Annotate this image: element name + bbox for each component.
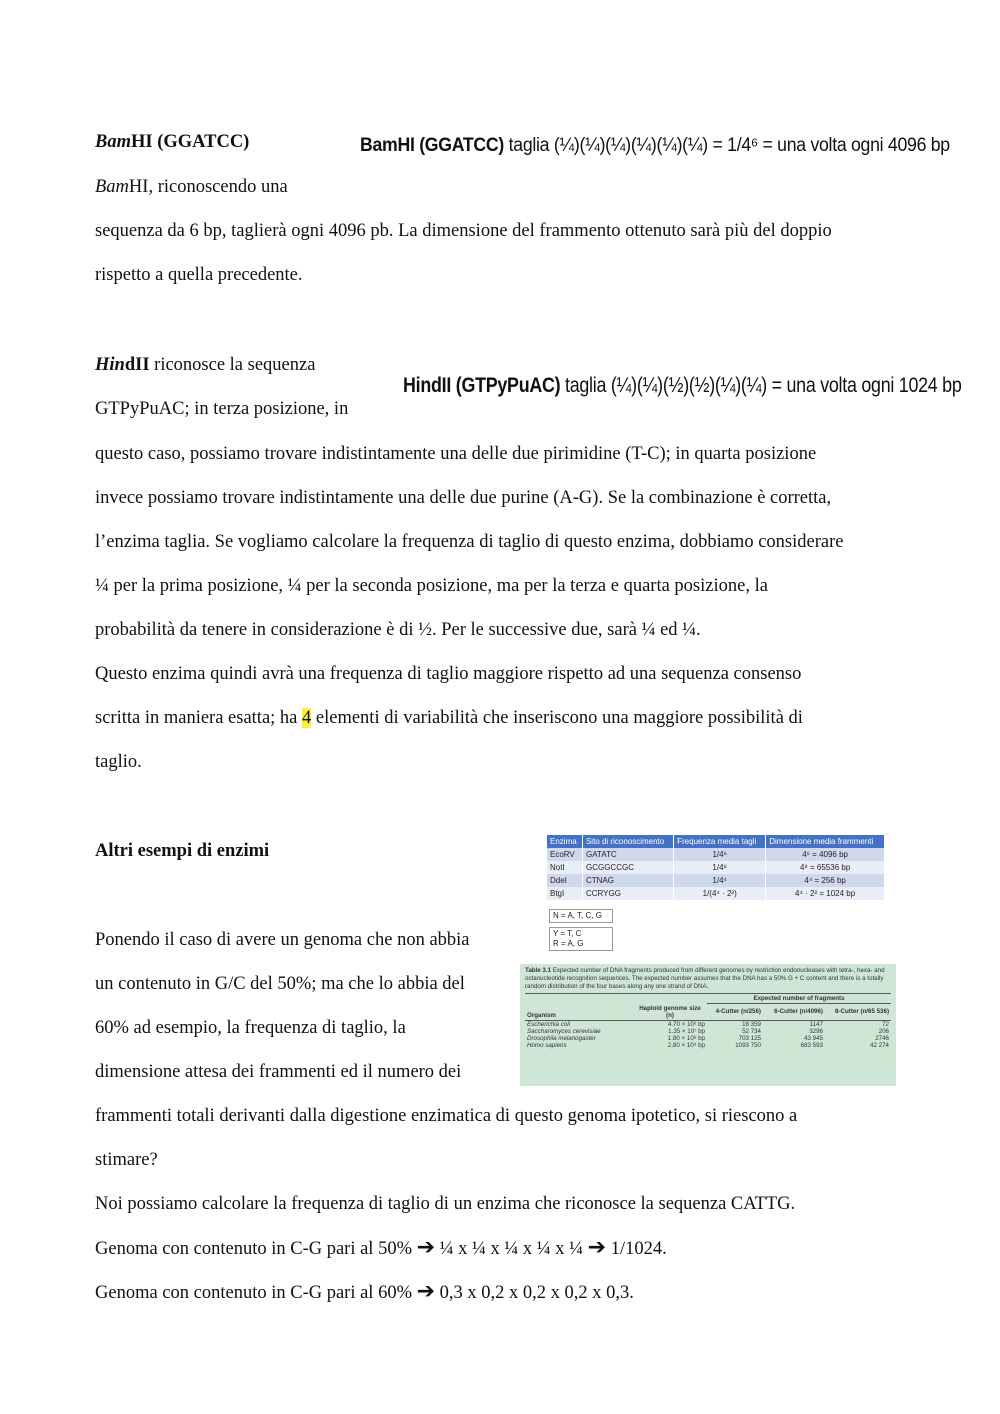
hindii-line-6: ¼ per la prima posizione, ¼ per la seconda posizione, ma per la terza e quarta posizione, la: [95, 576, 768, 596]
hindii-name-italic: Hin: [95, 355, 125, 375]
hindii-line-7: probabilità da tenere in considerazione è di ½. Per le successive due, sarà ¼ ed ¼.: [95, 620, 701, 640]
hindii-line-4: invece possiamo trovare indistintamente una delle due purine (A-G). Se la combinazione è corretta,: [95, 488, 832, 508]
table-row: [525, 1020, 891, 1028]
table-cell: 1.80 × 10⁸ bp: [667, 1034, 705, 1042]
altri-line-1: Ponendo il caso di avere un genoma che non abbia: [95, 930, 470, 950]
hindii-callout-rest: taglia (¼)(¼)(½)(½)(¼)(¼) = una volta ogni 1024 bp: [560, 374, 962, 397]
legend-line: N = A, T, C, G: [553, 911, 602, 920]
bamhi-callout: [360, 135, 950, 157]
nucleotide-legend: [549, 927, 613, 951]
table-cell: 4⁶ = 4096 bp: [766, 848, 885, 861]
table-cell: 206: [878, 1027, 889, 1035]
hindii-line-8: Questo enzima quindi avrà una frequenza di taglio maggiore rispetto ad una sequenza consenso: [95, 664, 802, 684]
table-cell: NotI: [547, 861, 582, 874]
enzyme-table-header-cell: Dimensione media frammenti: [766, 835, 885, 848]
table-cell: 703 125: [738, 1034, 761, 1042]
bamhi-line-1-italic: Bam: [95, 177, 129, 197]
genome-50-label: Genoma con contenuto in C-G pari al 50%: [95, 1239, 417, 1259]
book-table-image: [520, 964, 896, 1086]
legend-line: R = A, G: [553, 939, 584, 948]
table-cell: CCRYGG: [582, 887, 673, 900]
hindii-line-10: taglio.: [95, 752, 142, 772]
enzyme-table: [547, 835, 885, 900]
table-cell: GATATC: [582, 848, 673, 861]
altri-line-5: frammenti totali derivanti dalla digestione enzimatica di questo genoma ipotetico, si riescono a: [95, 1106, 798, 1126]
book-table: [525, 993, 891, 1049]
enzyme-table-header: [547, 835, 885, 848]
bamhi-line-2: sequenza da 6 bp, taglierà ogni 4096 pb. La dimensione del frammento ottenuto sarà più del doppio: [95, 221, 832, 241]
altri-line-4: dimensione attesa dei frammenti ed il numero dei: [95, 1062, 462, 1082]
book-table-caption: [520, 964, 896, 993]
altri-line-7: Noi possiamo calcolare la frequenza di taglio di un enzima che riconosce la sequenza CATTG.: [95, 1194, 796, 1214]
table-cell: 3296: [809, 1027, 823, 1035]
altri-line-6: stimare?: [95, 1150, 158, 1170]
hindii-line-1: [95, 354, 315, 376]
hindii-callout-bold: HindII (GTPyPuAC): [403, 374, 561, 397]
hindii-line-1-rest: riconosce la sequenza: [149, 355, 316, 375]
table-cell: DdeI: [547, 874, 582, 887]
table-cell: 4.70 × 10⁶ bp: [667, 1020, 705, 1028]
altri-line-3: 60% ad esempio, la frequenza di taglio, la: [95, 1018, 406, 1038]
table-row: [547, 861, 885, 874]
book-table-header-cell: 6-Cutter (n/4096): [774, 1008, 823, 1016]
hindii-line-9: [95, 707, 803, 729]
table-cell: 4⁴ = 256 bp: [766, 874, 885, 887]
arrow-right-icon: ➔: [416, 1279, 436, 1304]
table-row: [525, 1028, 891, 1035]
table-cell: 2746: [875, 1034, 889, 1042]
bamhi-heading-rest: HI (GGATCC): [130, 132, 250, 152]
table-cell: Saccharomyces cerevisiae: [527, 1027, 601, 1035]
book-table-group-row: [525, 994, 891, 1004]
table-cell: GCGGCCGC: [582, 861, 673, 874]
table-cell: 4⁴ · 2² = 1024 bp: [766, 887, 885, 900]
bamhi-line-3: rispetto a quella precedente.: [95, 265, 303, 285]
table-row: [525, 1042, 891, 1049]
table-cell: Homo sapiens: [527, 1041, 567, 1049]
bamhi-line-1: [95, 176, 288, 198]
bamhi-heading: [95, 131, 249, 153]
table-cell: 42 274: [870, 1041, 889, 1049]
table-cell: 72: [882, 1020, 889, 1028]
genome-50-result: 1/1024.: [606, 1239, 667, 1259]
table-cell: 43 945: [804, 1034, 823, 1042]
table-row: [525, 1035, 891, 1042]
book-table-header-cell: Organism: [527, 1011, 556, 1019]
enzyme-table-header-cell: Sito di riconoscimento: [582, 835, 673, 848]
table-cell: CTNAG: [582, 874, 673, 887]
hindii-name-rest: dII: [124, 355, 150, 375]
genome-60-label: Genoma con contenuto in C-G pari al 60%: [95, 1283, 417, 1303]
enzyme-table-header-cell: Frequenza media tagli: [674, 835, 766, 848]
table-cell: 1/4⁸: [674, 861, 766, 874]
table-row: [547, 887, 885, 900]
table-cell: BtgI: [547, 887, 582, 900]
hindii-line-3: questo caso, possiamo trovare indistintamente una delle due pirimidine (T-C); in quarta posizione: [95, 444, 817, 464]
table-cell: 1093 750: [735, 1041, 761, 1049]
book-table-caption-text: Expected number of DNA fragments produced from different genomes by restriction endonucleases with tetra-, hexa- and octanucleotide recognition sequences. The expected number assumes that the DNA has a 50% G + C content and there is a totally random distribution of the four bases along any one strand of DNA.: [525, 967, 885, 990]
table-cell: 1/4⁶: [674, 848, 766, 861]
table-cell: Escherichia coli: [527, 1020, 570, 1028]
enzyme-table-header-cell: Enzima: [547, 835, 582, 848]
altri-heading: Altri esempi di enzimi: [95, 841, 270, 861]
book-table-header-cell: 4-Cutter (n/256): [715, 1008, 761, 1016]
table-cell: 18 359: [742, 1020, 761, 1028]
table-cell: 52 734: [742, 1027, 761, 1035]
table-cell: 1147: [809, 1020, 823, 1028]
book-table-caption-bold: Table 3.1: [525, 967, 552, 974]
table-cell: 1/(4⁴ · 2²): [674, 887, 766, 900]
table-cell: 2.80 × 10⁹ bp: [667, 1041, 705, 1049]
book-table-group-header: Expected number of fragments: [707, 994, 891, 1004]
hindii-callout: [403, 374, 962, 398]
hindii-line-9-a: scritta in maniera esatta; ha: [95, 708, 303, 728]
bamhi-heading-italic: Bam: [95, 132, 131, 152]
legend-line: Y = T, C: [553, 929, 582, 938]
genome-50-line: [95, 1237, 667, 1260]
table-row: [547, 874, 885, 887]
bamhi-callout-rest: taglia (¼)(¼)(¼)(¼)(¼)(¼) = 1/4⁶ = una volta ogni 4096 bp: [504, 135, 950, 156]
genome-60-line: [95, 1281, 634, 1304]
hindii-line-2: GTPyPuAC; in terza posizione, in: [95, 399, 349, 419]
table-cell: 683 593: [800, 1041, 823, 1049]
highlighted-number: 4: [302, 708, 312, 728]
altri-line-2: un contenuto in G/C del 50%; ma che lo abbia del: [95, 974, 465, 994]
bamhi-line-1-rest: HI, riconoscendo una: [128, 177, 288, 197]
arrow-right-icon: ➔: [416, 1235, 436, 1260]
hindii-line-9-b: elementi di variabilità che inseriscono una maggiore possibilità di: [311, 708, 803, 728]
book-table-header: [525, 1004, 891, 1021]
table-cell: 1/4⁴: [674, 874, 766, 887]
table-cell: 4⁸ = 65536 bp: [766, 861, 885, 874]
table-cell: 1.35 × 10⁷ bp: [668, 1027, 705, 1035]
table-row: [547, 848, 885, 861]
bamhi-callout-bold: BamHI (GGATCC): [360, 135, 505, 156]
table-cell: Drosophila melanogaster: [527, 1034, 596, 1042]
genome-60-calc: 0,3 x 0,2 x 0,2 x 0,2 x 0,3.: [435, 1283, 634, 1303]
arrow-right-icon: ➔: [587, 1235, 607, 1260]
book-table-header-cell: 8-Cutter (n/65 536): [835, 1008, 889, 1016]
nucleotide-legend: [549, 909, 613, 923]
book-table-header-cell: Haploid genome size (n): [639, 1004, 701, 1019]
hindii-line-5: l’enzima taglia. Se vogliamo calcolare la frequenza di taglio di questo enzima, dobbiamo considerare: [95, 532, 844, 552]
table-cell: EcoRV: [547, 848, 582, 861]
genome-50-calc: ¼ x ¼ x ¼ x ¼ x ¼: [435, 1239, 588, 1259]
